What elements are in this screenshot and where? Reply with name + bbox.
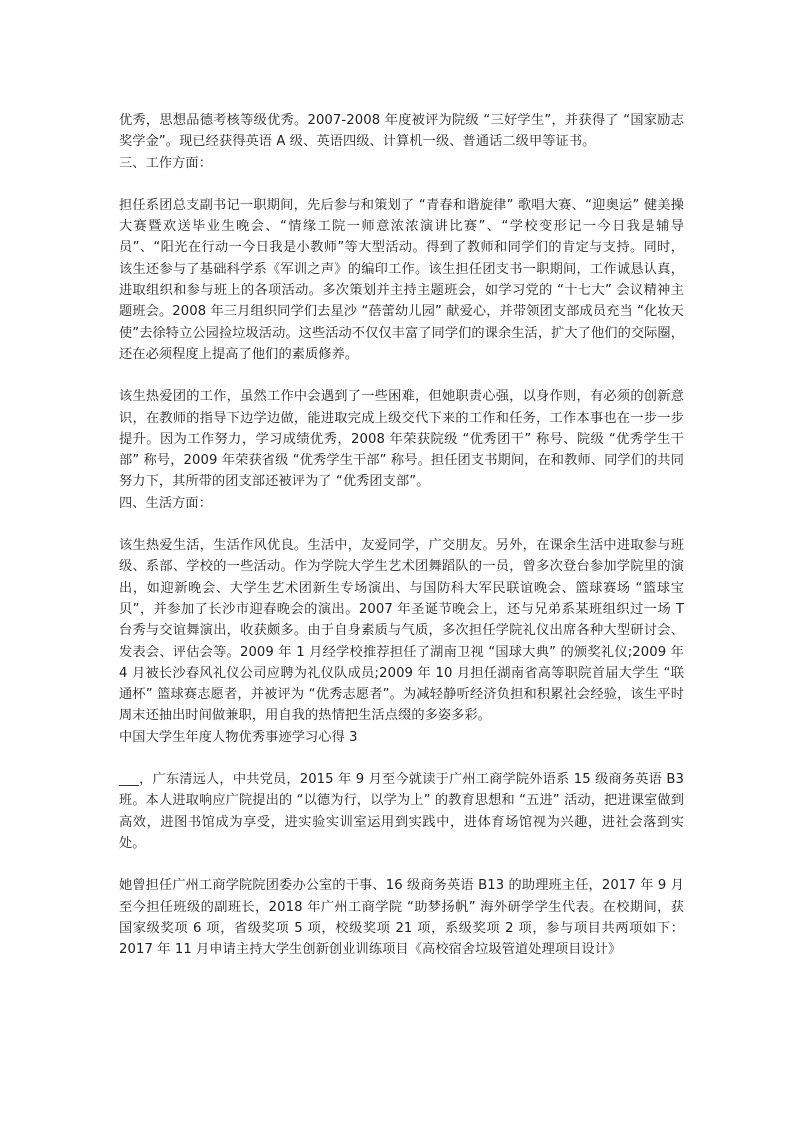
section-heading-life: 四、生活方面： — [119, 495, 213, 511]
paragraph-intro: ___，广东清远人，中共党员，2015 年 9 月至今就读于广州工商学院外语系 15 级商务英语 B3 班。本人进取响应广院提出的 “以德为行，以学为上” 的教育思想和 “五进” 活动，把进课室做到高效，进图书馆成为享受，进实验实训室运用到实践中，进体育场馆视为兴趣，进社会落到实处。 — [119, 772, 684, 851]
paragraph-roles-awards: 她曾担任广州工商学院院团委办公室的干事、16 级商务英语 B13 的助理班主任，2017 年 9 月至今担任班级的副班长，2018 年广州工商学院 “助梦扬帆” 海外研学学生代表。在校期间，获国家级奖项 6 项，省级奖项 5 项，校级奖项 21 项，系级奖项 2 项，参与项目共两项如下：2017 年 11 月申请主持大学生创新创业训练项目《高校宿舍垃圾管道处理项目设计》 — [119, 878, 684, 958]
paragraph-life: 该生热爱生活，生活作风优良。生活中，友爱同学，广交朋友。另外，在课余生活中进取参与班级、系部、学校的一些活动。作为学院大学生艺术团舞蹈队的一员，曾多次登台参加学院里的演出，如迎新晚会、大学生艺术团新生专场演出、与国防科大军民联谊晚会、篮球赛场 “篮球宝贝”，并参加了长沙市迎春晚会的演出。2007 年圣诞节晚会上，还与兄弟系某班组织过一场 T 台秀与交谊舞演出，收获颇多。由于自身素质与气质，多次担任学院礼仪出席各种大型研讨会、发表会、评估会等。2009 年 1 月经学校推荐担任了湖南卫视 “国球大典” 的颁奖礼仪;2009 年 4 月被长沙春风礼仪公司应聘为礼仪队成员;2009 年 10 月担任湖南省高等职院首届大学生 “联通杯” 篮球赛志愿者，并被评为 “优秀志愿者”。为减轻静听经济负担和积累社会经验，该生平时周末还抽出时间做兼职，用自我的热情把生活点缀的多姿多彩。 — [119, 538, 684, 724]
document-page — [119, 110, 684, 960]
paragraph-work-awards: 该生热爱团的工作，虽然工作中会遇到了一些困难，但她职责心强，以身作则，有必须的创新意识，在教师的指导下边学边做，能进取完成上级交代下来的工作和任务，工作本事也在一步一步提升。因为工作努力，学习成绩优秀，2008 年荣获院级 “优秀团干” 称号、院级 “优秀学生干部” 称号，2009 年荣获省级 “优秀学生干部” 称号。担任团支书期间，在和教师、同学们的共同努力下，其所带的团支部还被评为了 “优秀团支部”。 — [119, 389, 684, 490]
section-heading-work: 三、工作方面： — [119, 155, 213, 171]
article-title-3: 中国大学生年度人物优秀事迹学习心得 3 — [119, 729, 358, 745]
paragraph-honors: 优秀，思想品德考核等级优秀。2007-2008 年度被评为院级 “三好学生”，并获得了 “国家励志奖学金”。现已经获得英语 A 级、英语四级、计算机一级、普通话二级甲等证书。 — [119, 113, 684, 150]
paragraph-work-activities: 担任系团总支副书记一职期间，先后参与和策划了 “青春和谐旋律” 歌唱大赛、“迎奥运” 健美操大赛暨欢送毕业生晚会、“情缘工院一师意浓浓演讲比赛”、“学校变形记一今日我是辅导员”、“阳光在行动一今日我是小教师”等大型活动。得到了教师和同学们的肯定与支持。同时，该生还参与了基础科学系《军训之声》的编印工作。该生担任团支书一职期间，工作诚恳认真，进取组织和参与班上的各项活动。多次策划并主持主题班会，如学习党的 “十七大” 会议精神主题班会。2008 年三月组织同学们去星沙 “蓓蕾幼儿园” 献爱心，并带领团支部成员充当 “化妆天使”去徐特立公园捡垃圾活动。这些活动不仅仅丰富了同学们的课余生活，扩大了他们的交际圈，还在必须程度上提高了他们的素质修养。 — [119, 197, 685, 362]
